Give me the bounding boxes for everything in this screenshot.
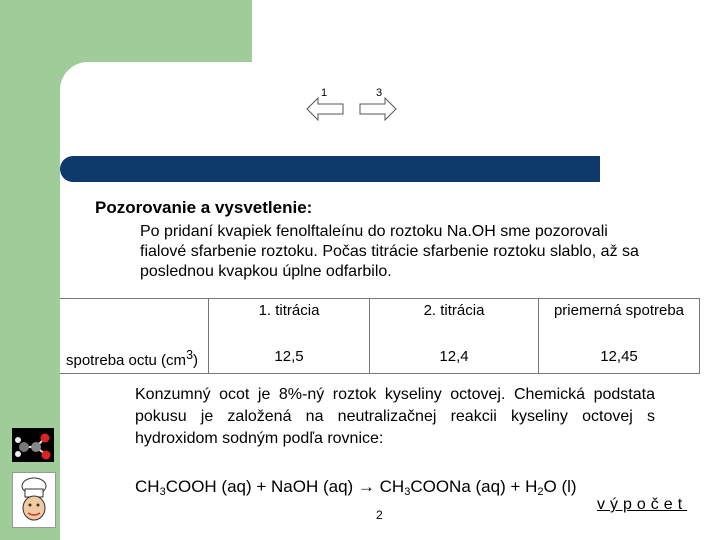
calculation-link[interactable]: výpočet xyxy=(597,496,688,513)
table-header-cell: 2. titrácia xyxy=(370,299,539,346)
next-slide-number: 3 xyxy=(376,87,383,99)
arrow-right-icon[interactable] xyxy=(359,97,397,121)
table-row xyxy=(60,345,700,374)
table-header-row xyxy=(60,299,700,346)
observation-paragraph: Po pridaní kvapiek fenolftaleínu do roztoku Na.OH sme pozorovali fialové sfarbenie roztoku. Počas titrácie sfarbenie roztoku slablo, až sa poslednou kvapkou úplne odfarbilo. xyxy=(140,223,639,280)
table-cell: 12,4 xyxy=(370,345,539,374)
arrow-left-icon[interactable] xyxy=(306,97,344,121)
chef-icon xyxy=(12,472,56,528)
row-label: spotreba octu $(cm^3)$ xyxy=(60,345,209,374)
titration-table xyxy=(60,298,700,374)
section-heading: Pozorovanie a vysvetlenie: xyxy=(95,198,313,217)
molecule-icon xyxy=(12,428,54,462)
table-cell: 12,45 xyxy=(539,345,700,374)
table-header-cell: priemerná spotreba xyxy=(539,299,700,346)
chemical-equation: $CH_3COOH$ (aq) + NaOH $(aq) \to CH_3COONa$ $(aq) + H_2O$ (l) xyxy=(135,477,577,498)
table-header-empty xyxy=(60,299,209,346)
page-number: 2 xyxy=(376,508,383,522)
prev-slide-number: 1 xyxy=(321,87,328,99)
conclusion-paragraph: Konzumný ocot je 8%-ný roztok kyseliny octovej. Chemická podstata pokusu je založená na neutralizačnej reakcii kyseliny octovej s hydroxidom sodným podľa rovnice: xyxy=(135,386,655,447)
table-cell: 12,5 xyxy=(209,345,370,374)
table-header-cell: 1. titrácia xyxy=(209,299,370,346)
divider-bar xyxy=(60,156,600,182)
